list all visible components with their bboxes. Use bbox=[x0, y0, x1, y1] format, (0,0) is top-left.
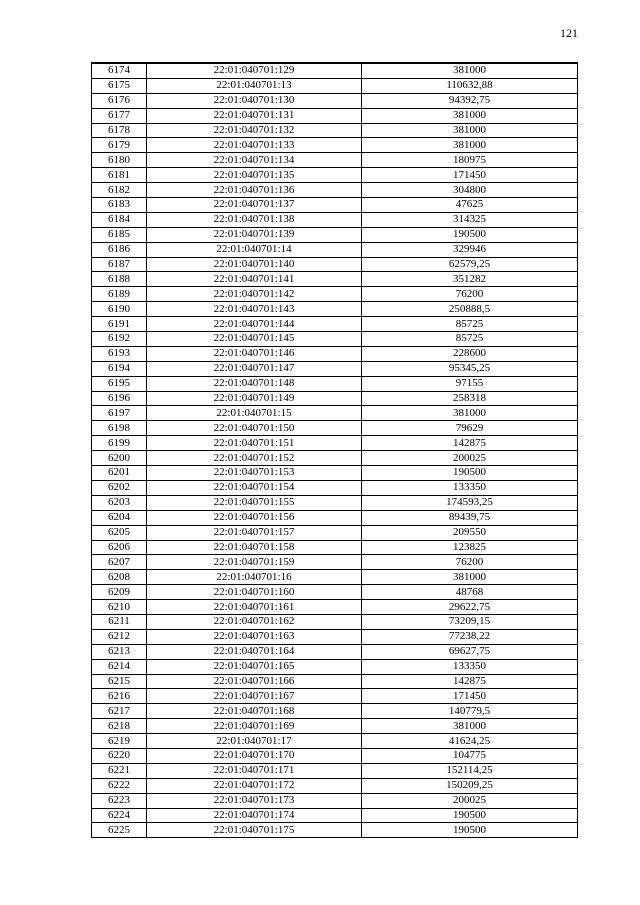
value-cell: 381000 bbox=[362, 406, 578, 421]
row-number-cell: 6183 bbox=[92, 198, 147, 213]
table-row bbox=[92, 421, 578, 436]
table-row bbox=[92, 153, 578, 168]
cadastral-number-cell: 22:01:040701:145 bbox=[147, 332, 362, 347]
cadastral-number-cell: 22:01:040701:132 bbox=[147, 123, 362, 138]
value-cell: 133350 bbox=[362, 659, 578, 674]
row-number-cell: 6180 bbox=[92, 153, 147, 168]
cadastral-number-cell: 22:01:040701:142 bbox=[147, 287, 362, 302]
table-row bbox=[92, 183, 578, 198]
table-row bbox=[92, 555, 578, 570]
row-number-cell: 6205 bbox=[92, 525, 147, 540]
value-cell: 381000 bbox=[362, 63, 578, 78]
row-number-cell: 6219 bbox=[92, 734, 147, 749]
cadastral-number-cell: 22:01:040701:140 bbox=[147, 257, 362, 272]
row-number-cell: 6178 bbox=[92, 123, 147, 138]
value-cell: 47625 bbox=[362, 198, 578, 213]
table-row bbox=[92, 168, 578, 183]
row-number-cell: 6186 bbox=[92, 242, 147, 257]
value-cell: 258318 bbox=[362, 391, 578, 406]
table-row bbox=[92, 108, 578, 123]
value-cell: 152114,25 bbox=[362, 763, 578, 778]
cadastral-number-cell: 22:01:040701:153 bbox=[147, 466, 362, 481]
value-cell: 62579,25 bbox=[362, 257, 578, 272]
value-cell: 351282 bbox=[362, 272, 578, 287]
cadastral-number-cell: 22:01:040701:146 bbox=[147, 346, 362, 361]
cadastral-number-cell: 22:01:040701:136 bbox=[147, 183, 362, 198]
row-number-cell: 6223 bbox=[92, 793, 147, 808]
table-row bbox=[92, 376, 578, 391]
row-number-cell: 6192 bbox=[92, 332, 147, 347]
row-number-cell: 6195 bbox=[92, 376, 147, 391]
table-row bbox=[92, 93, 578, 108]
table-row bbox=[92, 480, 578, 495]
row-number-cell: 6187 bbox=[92, 257, 147, 272]
row-number-cell: 6220 bbox=[92, 748, 147, 763]
value-cell: 76200 bbox=[362, 287, 578, 302]
row-number-cell: 6184 bbox=[92, 212, 147, 227]
value-cell: 48768 bbox=[362, 585, 578, 600]
row-number-cell: 6181 bbox=[92, 168, 147, 183]
table-row bbox=[92, 436, 578, 451]
cadastral-number-cell: 22:01:040701:134 bbox=[147, 153, 362, 168]
cadastral-number-cell: 22:01:040701:13 bbox=[147, 78, 362, 93]
cadastral-number-cell: 22:01:040701:16 bbox=[147, 570, 362, 585]
value-cell: 77238,22 bbox=[362, 629, 578, 644]
value-cell: 94392,75 bbox=[362, 93, 578, 108]
table-row bbox=[92, 287, 578, 302]
row-number-cell: 6194 bbox=[92, 361, 147, 376]
cadastral-number-cell: 22:01:040701:156 bbox=[147, 510, 362, 525]
row-number-cell: 6177 bbox=[92, 108, 147, 123]
cadastral-number-cell: 22:01:040701:130 bbox=[147, 93, 362, 108]
row-number-cell: 6182 bbox=[92, 183, 147, 198]
row-number-cell: 6203 bbox=[92, 495, 147, 510]
cadastral-number-cell: 22:01:040701:141 bbox=[147, 272, 362, 287]
cadastral-number-cell: 22:01:040701:139 bbox=[147, 227, 362, 242]
cadastral-number-cell: 22:01:040701:175 bbox=[147, 823, 362, 838]
cadastral-number-cell: 22:01:040701:170 bbox=[147, 748, 362, 763]
table-row bbox=[92, 585, 578, 600]
cadastral-number-cell: 22:01:040701:159 bbox=[147, 555, 362, 570]
cadastral-number-cell: 22:01:040701:129 bbox=[147, 63, 362, 78]
cadastral-number-cell: 22:01:040701:138 bbox=[147, 212, 362, 227]
cadastral-number-cell: 22:01:040701:166 bbox=[147, 674, 362, 689]
row-number-cell: 6189 bbox=[92, 287, 147, 302]
table-row bbox=[92, 525, 578, 540]
table-row bbox=[92, 391, 578, 406]
cadastral-number-cell: 22:01:040701:169 bbox=[147, 719, 362, 734]
cadastral-number-cell: 22:01:040701:163 bbox=[147, 629, 362, 644]
cadastral-number-cell: 22:01:040701:148 bbox=[147, 376, 362, 391]
row-number-cell: 6202 bbox=[92, 480, 147, 495]
table-row bbox=[92, 719, 578, 734]
row-number-cell: 6176 bbox=[92, 93, 147, 108]
row-number-cell: 6193 bbox=[92, 346, 147, 361]
value-cell: 133350 bbox=[362, 480, 578, 495]
value-cell: 41624,25 bbox=[362, 734, 578, 749]
row-number-cell: 6225 bbox=[92, 823, 147, 838]
table-row bbox=[92, 406, 578, 421]
cadastral-number-cell: 22:01:040701:151 bbox=[147, 436, 362, 451]
value-cell: 79629 bbox=[362, 421, 578, 436]
table-row bbox=[92, 123, 578, 138]
cadastral-number-cell: 22:01:040701:174 bbox=[147, 808, 362, 823]
table-row bbox=[92, 78, 578, 93]
row-number-cell: 6191 bbox=[92, 317, 147, 332]
value-cell: 174593,25 bbox=[362, 495, 578, 510]
table-row bbox=[92, 689, 578, 704]
registry-table-body bbox=[92, 63, 578, 838]
value-cell: 104775 bbox=[362, 748, 578, 763]
row-number-cell: 6179 bbox=[92, 138, 147, 153]
cadastral-number-cell: 22:01:040701:154 bbox=[147, 480, 362, 495]
table-row bbox=[92, 242, 578, 257]
value-cell: 69627,75 bbox=[362, 644, 578, 659]
table-row bbox=[92, 793, 578, 808]
value-cell: 228600 bbox=[362, 346, 578, 361]
row-number-cell: 6185 bbox=[92, 227, 147, 242]
table-row bbox=[92, 257, 578, 272]
row-number-cell: 6196 bbox=[92, 391, 147, 406]
value-cell: 142875 bbox=[362, 674, 578, 689]
row-number-cell: 6206 bbox=[92, 540, 147, 555]
row-number-cell: 6197 bbox=[92, 406, 147, 421]
cadastral-number-cell: 22:01:040701:161 bbox=[147, 600, 362, 615]
value-cell: 85725 bbox=[362, 332, 578, 347]
table-row bbox=[92, 629, 578, 644]
value-cell: 190500 bbox=[362, 808, 578, 823]
row-number-cell: 6221 bbox=[92, 763, 147, 778]
table-row bbox=[92, 212, 578, 227]
row-number-cell: 6188 bbox=[92, 272, 147, 287]
cadastral-number-cell: 22:01:040701:171 bbox=[147, 763, 362, 778]
cadastral-number-cell: 22:01:040701:15 bbox=[147, 406, 362, 421]
value-cell: 110632,88 bbox=[362, 78, 578, 93]
cadastral-number-cell: 22:01:040701:173 bbox=[147, 793, 362, 808]
row-number-cell: 6200 bbox=[92, 451, 147, 466]
value-cell: 29622,75 bbox=[362, 600, 578, 615]
table-row bbox=[92, 644, 578, 659]
cadastral-number-cell: 22:01:040701:162 bbox=[147, 614, 362, 629]
table-row bbox=[92, 138, 578, 153]
cadastral-number-cell: 22:01:040701:147 bbox=[147, 361, 362, 376]
table-row bbox=[92, 302, 578, 317]
row-number-cell: 6214 bbox=[92, 659, 147, 674]
value-cell: 381000 bbox=[362, 570, 578, 585]
value-cell: 97155 bbox=[362, 376, 578, 391]
page-number: 121 bbox=[560, 26, 578, 40]
value-cell: 304800 bbox=[362, 183, 578, 198]
value-cell: 314325 bbox=[362, 212, 578, 227]
value-cell: 73209,15 bbox=[362, 614, 578, 629]
table-row bbox=[92, 272, 578, 287]
value-cell: 142875 bbox=[362, 436, 578, 451]
row-number-cell: 6213 bbox=[92, 644, 147, 659]
cadastral-number-cell: 22:01:040701:155 bbox=[147, 495, 362, 510]
cadastral-number-cell: 22:01:040701:165 bbox=[147, 659, 362, 674]
cadastral-number-cell: 22:01:040701:157 bbox=[147, 525, 362, 540]
table-row bbox=[92, 600, 578, 615]
value-cell: 150209,25 bbox=[362, 778, 578, 793]
value-cell: 200025 bbox=[362, 793, 578, 808]
cadastral-number-cell: 22:01:040701:135 bbox=[147, 168, 362, 183]
value-cell: 209550 bbox=[362, 525, 578, 540]
table-row bbox=[92, 734, 578, 749]
row-number-cell: 6218 bbox=[92, 719, 147, 734]
value-cell: 381000 bbox=[362, 108, 578, 123]
value-cell: 190500 bbox=[362, 823, 578, 838]
cadastral-number-cell: 22:01:040701:158 bbox=[147, 540, 362, 555]
row-number-cell: 6208 bbox=[92, 570, 147, 585]
cadastral-number-cell: 22:01:040701:160 bbox=[147, 585, 362, 600]
value-cell: 140779,5 bbox=[362, 704, 578, 719]
table-row bbox=[92, 332, 578, 347]
row-number-cell: 6216 bbox=[92, 689, 147, 704]
table-row bbox=[92, 659, 578, 674]
value-cell: 250888,5 bbox=[362, 302, 578, 317]
row-number-cell: 6210 bbox=[92, 600, 147, 615]
table-row bbox=[92, 495, 578, 510]
table-row bbox=[92, 763, 578, 778]
value-cell: 381000 bbox=[362, 719, 578, 734]
cadastral-number-cell: 22:01:040701:152 bbox=[147, 451, 362, 466]
row-number-cell: 6209 bbox=[92, 585, 147, 600]
table-row bbox=[92, 361, 578, 376]
cadastral-number-cell: 22:01:040701:167 bbox=[147, 689, 362, 704]
value-cell: 190500 bbox=[362, 227, 578, 242]
cadastral-number-cell: 22:01:040701:14 bbox=[147, 242, 362, 257]
value-cell: 171450 bbox=[362, 168, 578, 183]
cadastral-number-cell: 22:01:040701:137 bbox=[147, 198, 362, 213]
value-cell: 329946 bbox=[362, 242, 578, 257]
table-row bbox=[92, 466, 578, 481]
table-row bbox=[92, 748, 578, 763]
row-number-cell: 6222 bbox=[92, 778, 147, 793]
table-row bbox=[92, 778, 578, 793]
row-number-cell: 6198 bbox=[92, 421, 147, 436]
cadastral-number-cell: 22:01:040701:143 bbox=[147, 302, 362, 317]
value-cell: 171450 bbox=[362, 689, 578, 704]
value-cell: 76200 bbox=[362, 555, 578, 570]
row-number-cell: 6211 bbox=[92, 614, 147, 629]
table-row bbox=[92, 614, 578, 629]
table-row bbox=[92, 540, 578, 555]
cadastral-number-cell: 22:01:040701:133 bbox=[147, 138, 362, 153]
value-cell: 89439,75 bbox=[362, 510, 578, 525]
table-row bbox=[92, 510, 578, 525]
table-row bbox=[92, 317, 578, 332]
value-cell: 381000 bbox=[362, 123, 578, 138]
cadastral-number-cell: 22:01:040701:144 bbox=[147, 317, 362, 332]
row-number-cell: 6204 bbox=[92, 510, 147, 525]
row-number-cell: 6217 bbox=[92, 704, 147, 719]
table-row bbox=[92, 570, 578, 585]
value-cell: 123825 bbox=[362, 540, 578, 555]
table-row bbox=[92, 451, 578, 466]
cadastral-number-cell: 22:01:040701:131 bbox=[147, 108, 362, 123]
value-cell: 381000 bbox=[362, 138, 578, 153]
cadastral-number-cell: 22:01:040701:164 bbox=[147, 644, 362, 659]
cadastral-number-cell: 22:01:040701:17 bbox=[147, 734, 362, 749]
table-row bbox=[92, 227, 578, 242]
table-row bbox=[92, 198, 578, 213]
row-number-cell: 6207 bbox=[92, 555, 147, 570]
value-cell: 200025 bbox=[362, 451, 578, 466]
table-row bbox=[92, 346, 578, 361]
row-number-cell: 6201 bbox=[92, 466, 147, 481]
value-cell: 190500 bbox=[362, 466, 578, 481]
table-row bbox=[92, 704, 578, 719]
value-cell: 85725 bbox=[362, 317, 578, 332]
table-row bbox=[92, 823, 578, 838]
value-cell: 95345,25 bbox=[362, 361, 578, 376]
cadastral-number-cell: 22:01:040701:150 bbox=[147, 421, 362, 436]
value-cell: 180975 bbox=[362, 153, 578, 168]
row-number-cell: 6224 bbox=[92, 808, 147, 823]
row-number-cell: 6175 bbox=[92, 78, 147, 93]
row-number-cell: 6215 bbox=[92, 674, 147, 689]
table-row bbox=[92, 674, 578, 689]
row-number-cell: 6212 bbox=[92, 629, 147, 644]
row-number-cell: 6190 bbox=[92, 302, 147, 317]
row-number-cell: 6174 bbox=[92, 63, 147, 78]
registry-table bbox=[91, 62, 578, 838]
row-number-cell: 6199 bbox=[92, 436, 147, 451]
table-row bbox=[92, 63, 578, 78]
cadastral-number-cell: 22:01:040701:168 bbox=[147, 704, 362, 719]
cadastral-number-cell: 22:01:040701:149 bbox=[147, 391, 362, 406]
cadastral-number-cell: 22:01:040701:172 bbox=[147, 778, 362, 793]
table-row bbox=[92, 808, 578, 823]
